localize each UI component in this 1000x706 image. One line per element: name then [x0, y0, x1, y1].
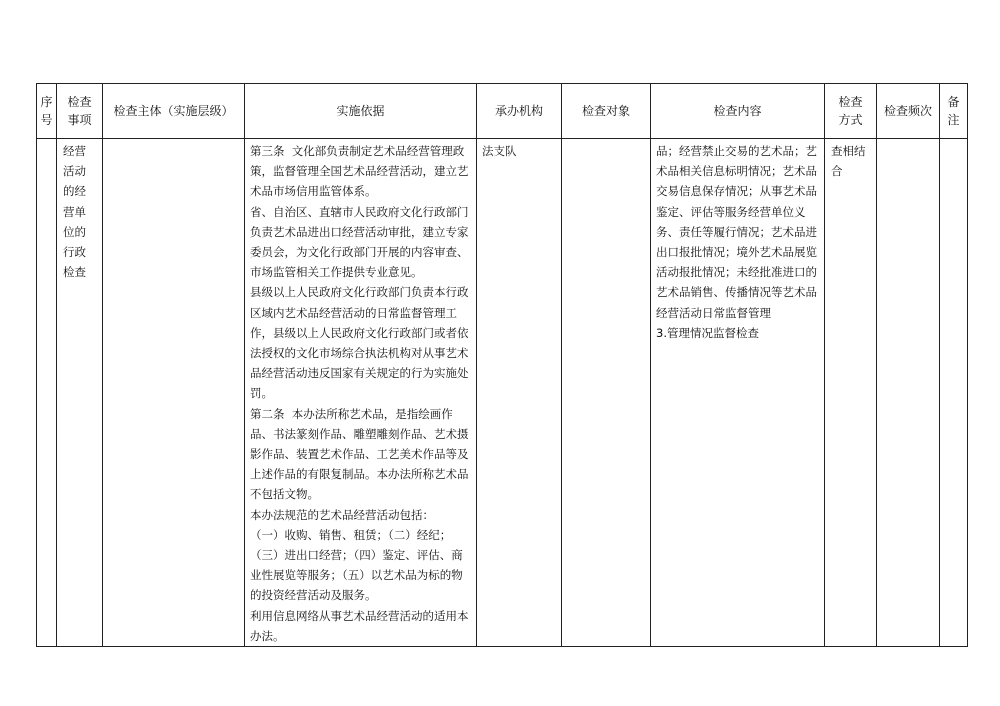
header-method: 检查 方式 [825, 84, 877, 139]
header-item: 检查 事项 [57, 84, 103, 139]
header-content: 检查内容 [651, 84, 825, 139]
cell-item: 经营 活动 的经 营单 位的 行政 检查 [57, 139, 103, 647]
cell-basis: 第三条 文化部负责制定艺术品经营管理政策，监督管理全国艺术品经营活动，建立艺术品市场信用监管体系。 省、自治区、直辖市人民政府文化行政部门负责艺术品进出口经营活动审批，建立专家委员会，为文化行政部门开展的内容审查、市场监管相关工作提供专业意见。 县级以上人民政府文化行政部门负责本行政区域内艺术品经营活动的日常监督管理工作，县级以上人民政府文化行政部门或者依法授权的文化市场综合执法机构对从事艺术品经营活动违反国家有关规定的行为实施处罚。 第二条 本办法所称艺术品，是指绘画作品、书法篆刻作品、雕塑雕刻作品、艺术摄影作品、装置艺术作品、工艺美术作品等及上述作品的有限复制品。本办法所称艺术品不包括文物。 本办法规范的艺术品经营活动包括： （一）收购、销售、租赁；（二）经纪；（三）进出口经营；（四）鉴定、评估、商业性展览等服务；（五）以艺术品为标的物的投资经营活动及服务。 利用信息网络从事艺术品经营活动的适用本办法。 [245, 139, 477, 647]
cell-note [940, 139, 968, 647]
inspection-table [36, 83, 968, 647]
table-row [37, 139, 968, 647]
header-agency: 承办机构 [477, 84, 562, 139]
cell-agency: 法支队 [477, 139, 562, 647]
header-note: 备 注 [940, 84, 968, 139]
header-target: 检查对象 [562, 84, 651, 139]
header-frequency: 检查频次 [877, 84, 940, 139]
cell-method: 查相结 合 [825, 139, 877, 647]
cell-target [562, 139, 651, 647]
header-basis: 实施依据 [245, 84, 477, 139]
cell-content: 品；经营禁止交易的艺术品；艺术品相关信息标明情况；艺术品交易信息保存情况；从事艺术品鉴定、评估等服务经营单位义务、责任等履行情况；艺术品进出口报批情况；境外艺术品展览活动报批情况；未经批准进口的艺术品销售、传播情况等艺术品经营活动日常监督管理 3.管理情况监督检查 [651, 139, 825, 647]
cell-seq [37, 139, 57, 647]
header-subject: 检查主体（实施层级） [103, 84, 245, 139]
header-seq: 序 号 [37, 84, 57, 139]
cell-subject [103, 139, 245, 647]
header-row [37, 84, 968, 139]
cell-frequency [877, 139, 940, 647]
